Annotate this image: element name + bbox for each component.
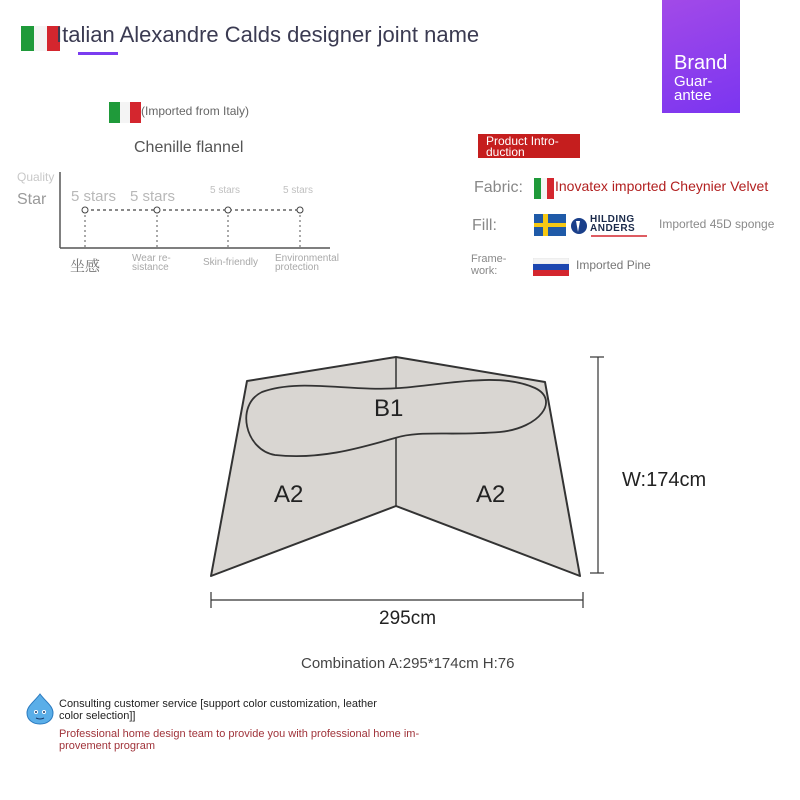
rating-score: 5 stars — [130, 188, 176, 205]
fill-label: Fill: — [472, 217, 497, 234]
rating-score: 5 stars — [283, 185, 314, 196]
fabric-value: Inovatex imported Cheynier Velvet — [555, 178, 769, 194]
piece-a2-left-label: A2 — [274, 481, 304, 508]
rating-score: 5 stars — [210, 185, 241, 196]
framework-label: Frame-work: — [471, 253, 507, 277]
rating-category-label: 坐感 — [70, 258, 101, 275]
imported-note: (Imported from Italy) — [141, 104, 250, 118]
framework-value: Imported Pine — [576, 258, 651, 272]
width-dimension-label: W:174cm — [622, 469, 707, 491]
product-intro-tag: Product Intro-duction — [478, 134, 580, 158]
hilding-anders-text: HILDING ANDERS — [590, 214, 636, 234]
piece-a2-right-label: A2 — [476, 481, 506, 508]
piece-b1-label: B1 — [374, 395, 404, 422]
rating-category-label: Wear re-sistance — [132, 253, 171, 273]
consult-service-text: Consulting customer service [support color customization, leather color selection]] — [59, 698, 377, 722]
star-label: Star — [17, 191, 47, 208]
customer-service-mascot-icon — [24, 692, 56, 726]
rating-score: 5 stars — [71, 188, 117, 205]
rating-category-label: Skin-friendly — [203, 257, 259, 268]
combination-text: Combination A:295*174cm H:76 — [301, 655, 515, 672]
rating-category-label: Environmental protection — [275, 253, 339, 273]
quality-label: Quality — [17, 170, 55, 184]
page-title: Italian Alexandre Calds designer joint name — [56, 22, 480, 47]
length-dimension-label: 295cm — [379, 608, 437, 629]
fill-value: Imported 45D sponge — [659, 217, 775, 231]
fabric-label: Fabric: — [474, 179, 523, 196]
brand-badge-line2: Guar-antee — [674, 73, 713, 104]
brand-badge-line1: Brand — [674, 52, 728, 74]
material-name: Chenille flannel — [134, 139, 244, 156]
design-team-text: Professional home design team to provide you with professional home im-provement program — [59, 728, 420, 752]
